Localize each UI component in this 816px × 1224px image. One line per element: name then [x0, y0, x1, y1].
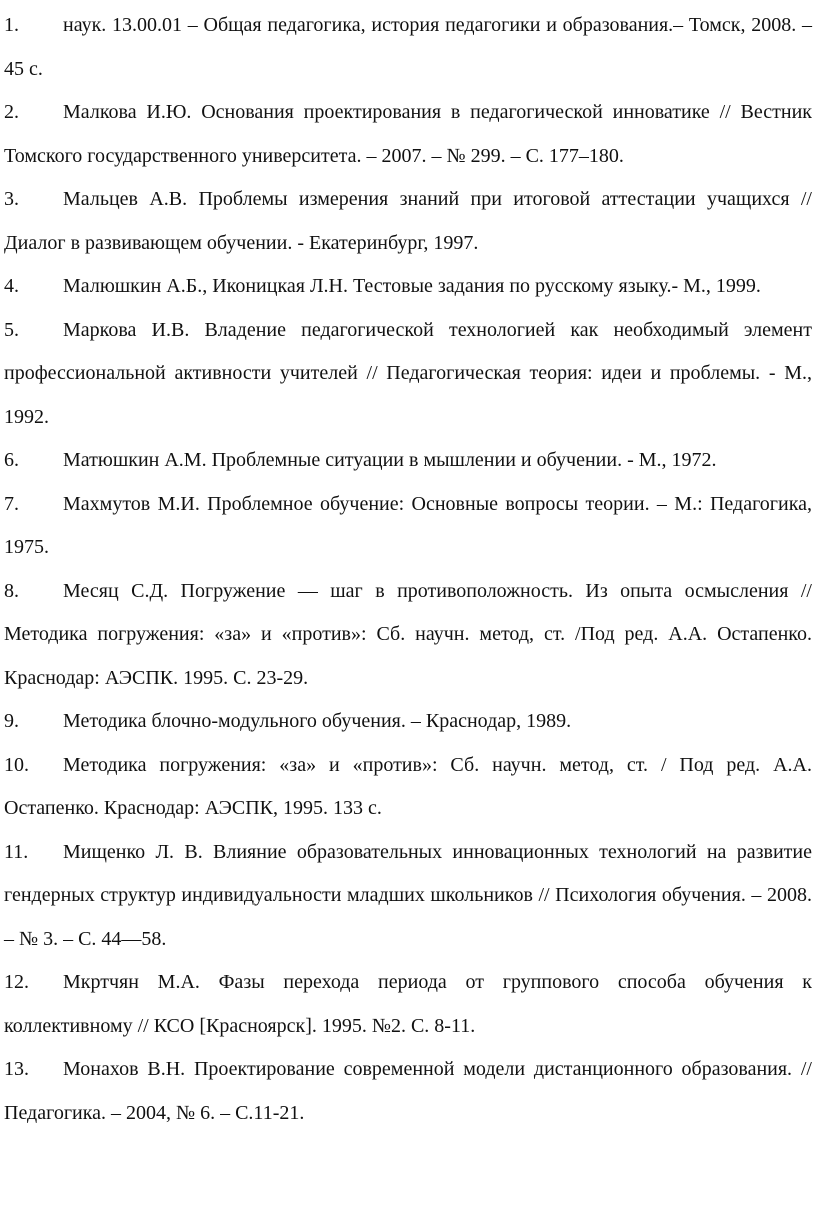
reference-number: 12.: [4, 971, 29, 993]
reference-text: Мищенко Л. В. Влияние образовательных инновационных технологий на развитие гендерных структур индивидуальности младших школьников // Психология обучения. – 2008. – № 3. – С. 44—58.: [4, 840, 812, 950]
reference-item: [4, 178, 812, 265]
reference-text: Мальцев А.В. Проблемы измерения знаний при итоговой аттестации учащихся // Диалог в развивающем обучении. - Екатеринбург, 1997.: [4, 188, 812, 254]
reference-text: Мкртчян М.А. Фазы перехода периода от группового способа обучения к коллективному // КСО [Красноярск]. 1995. №2. С. 8-11.: [4, 971, 812, 1037]
reference-number: 3.: [4, 188, 19, 210]
reference-number: 10.: [4, 753, 29, 776]
reference-number: 9.: [4, 710, 19, 732]
reference-number: 1.: [4, 14, 19, 36]
reference-item: [4, 265, 812, 309]
reference-number: 4.: [4, 275, 19, 297]
reference-number: 8.: [4, 579, 19, 602]
reference-item: [4, 483, 812, 570]
reference-number: 6.: [4, 449, 19, 471]
reference-text: Методика погружения: «за» и «против»: Сб. научн. метод, ст. / Под ред. А.А. Остапенко. Краснодар: АЭСПК, 1995. 133 с.: [4, 753, 812, 819]
reference-number: 5.: [4, 318, 19, 341]
reference-text: Малюшкин А.Б., Иконицкая Л.Н. Тестовые задания по русскому языку.- М., 1999.: [63, 275, 761, 297]
reference-text: Маркова И.В. Владение педагогической технологией как необходимый элемент профессиональной активности учителей // Педагогическая теория: идеи и проблемы. - М., 1992.: [4, 318, 812, 428]
reference-number: 11.: [4, 840, 29, 863]
reference-text: Махмутов М.И. Проблемное обучение: Основные вопросы теории. – М.: Педагогика, 1975.: [4, 492, 812, 558]
reference-text: Монахов В.Н. Проектирование современной модели дистанционного образования. // Педагогика. – 2004, № 6. – С.11-21.: [4, 1058, 812, 1124]
reference-item: [4, 1048, 812, 1135]
reference-text: наук. 13.00.01 – Общая педагогика, история педагогики и образования.– Томск, 2008. – 45 с.: [4, 14, 812, 80]
reference-number: 13.: [4, 1058, 29, 1080]
reference-item: [4, 309, 812, 440]
reference-item: [4, 744, 812, 831]
reference-text: Матюшкин А.М. Проблемные ситуации в мышлении и обучении. - М., 1972.: [63, 449, 717, 471]
reference-text: Месяц С.Д. Погружение — шаг в противоположность. Из опыта осмысления // Методика погружения: «за» и «против»: Сб. научн. метод, ст. /Под ред. А.А. Остапенко. Краснодар: АЭСПК. 1995. С. 23-29.: [4, 579, 812, 689]
reference-number: 7.: [4, 492, 19, 515]
reference-item: [4, 91, 812, 178]
reference-item: [4, 570, 812, 701]
reference-item: [4, 700, 812, 744]
reference-text: Методика блочно-модульного обучения. – Краснодар, 1989.: [63, 710, 572, 732]
reference-number: 2.: [4, 101, 19, 123]
reference-item: [4, 4, 812, 91]
reference-text: Малкова И.Ю. Основания проектирования в педагогической инноватике // Вестник Томского государственного университета. – 2007. – № 299. – С. 177–180.: [4, 101, 812, 167]
reference-item: [4, 961, 812, 1048]
reference-item: [4, 439, 812, 483]
reference-item: [4, 831, 812, 962]
